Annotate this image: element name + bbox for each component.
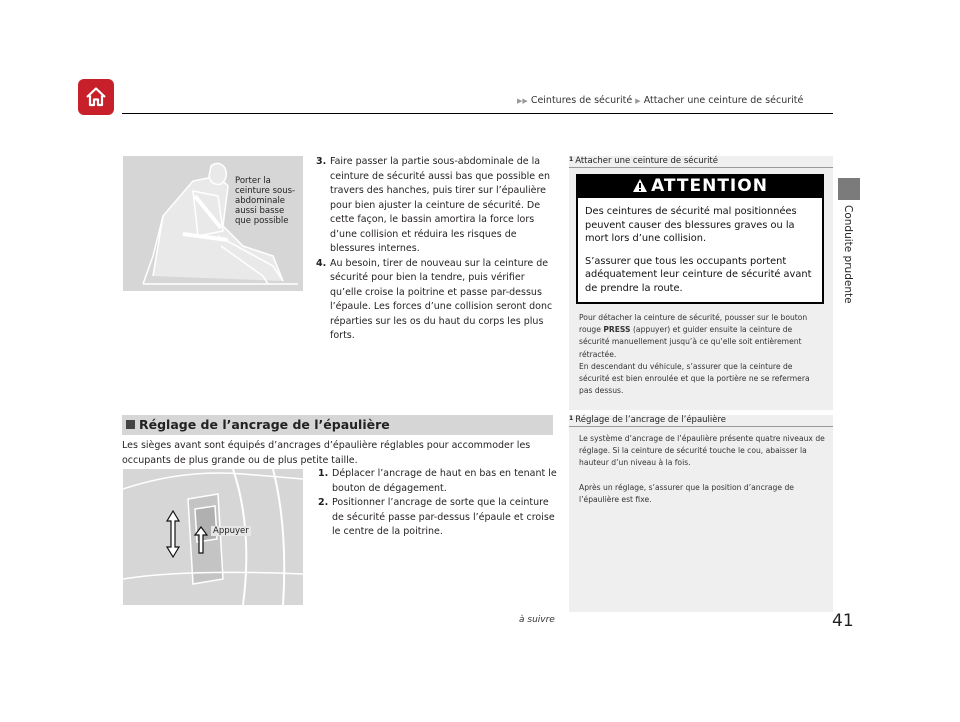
step-number: 1. [318,468,329,479]
sidebar-note-text [579,312,825,397]
warning-triangle-icon [632,178,648,193]
press-button-label: PRESS [603,325,631,335]
continued-label: à suivre [519,615,555,625]
warning-body [585,205,819,295]
breadcrumb-arrow-icon: ▶ [635,97,641,105]
anchor-adjuster-illustration [123,469,303,605]
warning-box [576,174,824,304]
note-marker-icon: 1 [569,415,574,422]
steps-list-fasten [316,155,559,344]
section-title: Réglage de l’ancrage de l’épaulière [139,417,390,432]
warning-title: ATTENTION [651,176,768,196]
chapter-tab-marker[interactable] [838,178,860,200]
step-4 [316,257,559,344]
home-icon [84,85,108,109]
sidebar-note-anchor [569,415,833,612]
shoulder-anchor-figure [123,469,303,605]
step-text: Au besoin, tirer de nouveau sur la ceinture de sécurité pour bien la tendre, puis vérifier qu’elle croise la poitrine et passe par-dessus l’épaule. Les forces d’une collision seront donc réparties sur les os du haut du corps les plus forts. [330,257,553,341]
breadcrumb-arrow-icon: ▶▶ [517,97,528,105]
chapter-tab-label[interactable]: Conduite prudente [842,205,854,304]
note-paragraph-levels: Le système d’ancrage de l’épaulière présente quatre niveaux de réglage. Si la ceinture de sécurité touche le cou, abaisser la hauteur d’un niveau à la fois. [579,434,825,468]
sidebar-note-heading: 1 Réglage de l’ancrage de l’épaulière [569,415,833,427]
steps-list-anchor [318,467,558,540]
step-1 [318,467,558,496]
breadcrumb [517,95,803,106]
sidebar-note-fasten [569,156,833,410]
figure2-callout: Appuyer [213,526,249,536]
warning-header [576,174,824,198]
note-marker-icon: 1 [569,156,574,163]
section-intro: Les sièges avant sont équipés d’ancrages d’épaulière réglables pour accommoder les occupants de plus grande ou de plus petite taille. [122,440,531,466]
note-paragraph-exit: En descendant du véhicule, s’assurer que la ceinture de sécurité est bien enroulée et que la portière ne se refermera pas dessus. [579,361,810,396]
step-number: 3. [316,156,327,167]
step-2 [318,496,558,540]
sidebar-note-heading: 1 Attacher une ceinture de sécurité [569,156,833,168]
warning-paragraph: S’assurer que tous les occupants portent adéquatement leur ceinture de sécurité avant de prendre la route. [585,255,812,294]
warning-paragraph: Des ceintures de sécurité mal positionnées peuvent causer des blessures graves ou la mort lors d’une collision. [585,206,797,244]
breadcrumb-current: Attacher une ceinture de sécurité [643,95,804,106]
step-3 [316,155,559,257]
step-text: Déplacer l’ancrage de haut en bas en tenant le bouton de dégagement. [332,468,557,494]
seatbelt-lap-figure [123,156,303,291]
step-text: Faire passer la partie sous-abdominale de la ceinture de sécurité aussi bas que possible en travers des hanches, puis tirer sur l’épaulière pour bien ajuster la ceinture de sécurité. De cette façon, le bassin amortira la force lors d’une collision et réduira les risques de blessures internes. [330,156,551,254]
sidebar-note-text [579,433,825,506]
page-number: 41 [832,611,854,631]
step-number: 2. [318,497,329,508]
step-number: 4. [316,257,327,269]
home-button[interactable] [78,79,114,115]
breadcrumb-link-seatbelts[interactable]: Ceintures de sécurité [530,95,633,106]
section-square-icon [126,420,135,429]
step-text: Positionner l’ancrage de sorte que la ceinture de sécurité passe par-dessus l’épaule et croise le centre de la poitrine. [332,497,555,537]
figure1-callout: Porter la ceinture sous-abdominale aussi basse que possible [235,176,296,226]
note-paragraph-fixed: Après un réglage, s’assurer que la position d’ancrage de l’épaulière est fixe. [579,482,794,504]
note-paragraph-release: Pour détacher la ceinture de sécurité, pousser sur le bouton rouge PRESS (appuyer) et guider ensuite la ceinture de sécurité manuellement jusqu’à ce qu’elle soit entièrement rétractée. [579,313,808,359]
section-heading-bar [122,415,553,435]
header-divider [122,113,833,114]
